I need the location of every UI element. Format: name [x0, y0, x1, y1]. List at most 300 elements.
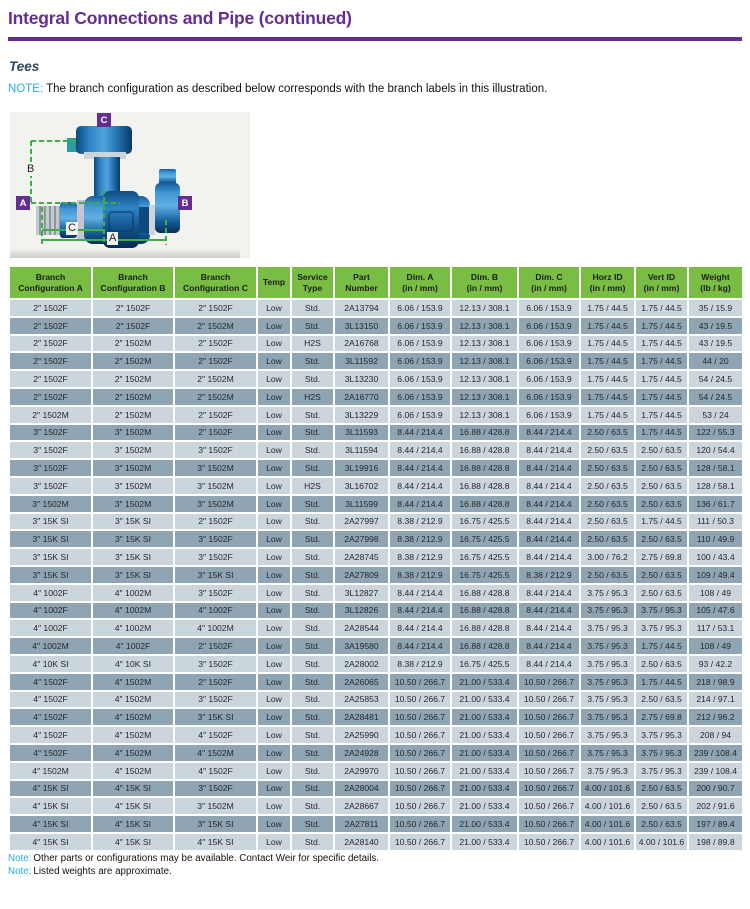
table-cell: 12.13 / 308.1 [451, 335, 518, 353]
table-cell: 8.44 / 214.4 [389, 602, 451, 620]
table-cell: 21.00 / 533.4 [451, 815, 518, 833]
table-cell: 2.50 / 63.5 [580, 441, 635, 459]
table-cell: Low [257, 602, 291, 620]
table-cell: 8.38 / 212.9 [518, 566, 580, 584]
table-cell: 2.50 / 63.5 [580, 495, 635, 513]
table-cell: 8.38 / 212.9 [389, 548, 451, 566]
table-cell: 16.88 / 428.8 [451, 619, 518, 637]
table-cell: 16.88 / 428.8 [451, 602, 518, 620]
table-cell: 8.44 / 214.4 [518, 602, 580, 620]
table-cell: 8.44 / 214.4 [518, 584, 580, 602]
table-cell: 21.00 / 533.4 [451, 744, 518, 762]
col-header-dim-c: Dim. C (in / mm) [518, 266, 580, 299]
table-cell: 10.50 / 266.7 [389, 797, 451, 815]
table-cell: 208 / 94 [688, 726, 743, 744]
table-cell: 16.88 / 428.8 [451, 459, 518, 477]
table-cell: 111 / 50.3 [688, 513, 743, 531]
table-cell: 2.50 / 63.5 [635, 495, 688, 513]
table-cell: 3″ 15K SI [9, 530, 92, 548]
table-cell: 10.50 / 266.7 [518, 726, 580, 744]
table-cell: 3.75 / 95.3 [580, 602, 635, 620]
table-cell: Low [257, 691, 291, 709]
table-cell: 8.44 / 214.4 [389, 441, 451, 459]
dim-letter-c: C [68, 222, 76, 234]
table-row [9, 762, 743, 780]
table-cell: Low [257, 708, 291, 726]
footnote-1-text: Other parts or configurations may be available. Contact Weir for specific details. [33, 853, 380, 864]
table-row [9, 513, 743, 531]
table-cell: Std. [291, 780, 334, 798]
table-cell: Std. [291, 441, 334, 459]
table-cell: 1.75 / 44.5 [580, 352, 635, 370]
table-cell: 4″ 1502M [92, 762, 174, 780]
table-cell: 4″ 15K SI [92, 815, 174, 833]
table-cell: 53 / 24 [688, 406, 743, 424]
table-cell: Low [257, 459, 291, 477]
table-cell: 3″ 1502F [9, 441, 92, 459]
table-cell: 2″ 1502F [174, 299, 257, 317]
table-cell: Std. [291, 513, 334, 531]
table-cell: 110 / 49.9 [688, 530, 743, 548]
table-cell: 120 / 54.4 [688, 441, 743, 459]
table-cell: 4″ 1002F [9, 619, 92, 637]
table-cell: 198 / 89.8 [688, 833, 743, 851]
table-cell: 3A19580 [334, 637, 389, 655]
table-cell: 2A28481 [334, 708, 389, 726]
table-row [9, 637, 743, 655]
table-cell: 3″ 1502M [174, 459, 257, 477]
table-cell: 3″ 1502F [9, 424, 92, 442]
table-cell: 2A27809 [334, 566, 389, 584]
table-cell: Std. [291, 655, 334, 673]
col-header-branch-config-a: Branch Configuration A [9, 266, 92, 299]
table-cell: 6.06 / 153.9 [389, 299, 451, 317]
table-cell: 8.44 / 214.4 [518, 495, 580, 513]
table-cell: 8.44 / 214.4 [518, 424, 580, 442]
table-cell: 4″ 1002F [174, 602, 257, 620]
table-cell: 16.75 / 425.5 [451, 548, 518, 566]
table-cell: 16.75 / 425.5 [451, 513, 518, 531]
table-cell: 2″ 1502F [9, 317, 92, 335]
col-header-horz-id: Horz ID (in / mm) [580, 266, 635, 299]
table-cell: 54 / 24.5 [688, 388, 743, 406]
table-row [9, 477, 743, 495]
table-cell: 1.75 / 44.5 [580, 317, 635, 335]
table-cell: 3″ 15K SI [9, 566, 92, 584]
table-cell: 3L11594 [334, 441, 389, 459]
table-cell: 117 / 53.1 [688, 619, 743, 637]
table-cell: 12.13 / 308.1 [451, 317, 518, 335]
table-cell: 3″ 1502F [174, 584, 257, 602]
table-cell: Std. [291, 459, 334, 477]
table-cell: 2″ 1502F [9, 299, 92, 317]
table-cell: 3.75 / 95.3 [580, 655, 635, 673]
table-cell: 1.75 / 44.5 [635, 406, 688, 424]
table-cell: 3″ 1502M [9, 495, 92, 513]
table-cell: 2A27811 [334, 815, 389, 833]
table-cell: Low [257, 548, 291, 566]
table-cell: 4″ 15K SI [174, 833, 257, 851]
dim-letter-b: B [27, 163, 35, 175]
table-cell: Low [257, 762, 291, 780]
table-cell: 3″ 15K SI [92, 513, 174, 531]
table-cell: 4″ 15K SI [9, 815, 92, 833]
section-title: Tees [9, 59, 40, 74]
table-cell: 8.44 / 214.4 [518, 637, 580, 655]
table-cell: 1.75 / 44.5 [580, 299, 635, 317]
table-cell: 2.50 / 63.5 [635, 815, 688, 833]
table-cell: 4″ 15K SI [92, 833, 174, 851]
table-cell: Low [257, 352, 291, 370]
table-cell: 3″ 1502F [174, 441, 257, 459]
table-cell: 4″ 1502M [92, 744, 174, 762]
table-row [9, 584, 743, 602]
table-cell: 3.75 / 95.3 [580, 619, 635, 637]
table-cell: 122 / 55.3 [688, 424, 743, 442]
table-cell: 2″ 1502M [92, 352, 174, 370]
table-cell: 2″ 1502M [92, 370, 174, 388]
table-cell: 3″ 1502F [174, 655, 257, 673]
table-cell: Low [257, 477, 291, 495]
table-cell: 3″ 1502F [174, 691, 257, 709]
table-cell: 2″ 1502M [92, 406, 174, 424]
table-cell: 2A28004 [334, 780, 389, 798]
table-cell: 3″ 15K SI [9, 548, 92, 566]
table-cell: 3″ 1502F [174, 548, 257, 566]
table-cell: 4″ 15K SI [92, 797, 174, 815]
table-row [9, 406, 743, 424]
table-cell: 6.06 / 153.9 [389, 388, 451, 406]
table-cell: 3.75 / 95.3 [635, 744, 688, 762]
table-cell: 4″ 1502M [92, 673, 174, 691]
note-label: NOTE: [8, 83, 44, 95]
table-cell: 2A13794 [334, 299, 389, 317]
table-row [9, 744, 743, 762]
table-cell: 214 / 97.1 [688, 691, 743, 709]
table-cell: 2A28544 [334, 619, 389, 637]
table-cell: 3″ 15K SI [92, 566, 174, 584]
table-cell: 21.00 / 533.4 [451, 762, 518, 780]
table-cell: Std. [291, 370, 334, 388]
table-cell: H2S [291, 335, 334, 353]
table-cell: 8.44 / 214.4 [389, 477, 451, 495]
table-cell: 6.06 / 153.9 [518, 352, 580, 370]
table-cell: Low [257, 584, 291, 602]
table-cell: 2″ 1502F [9, 388, 92, 406]
table-cell: 3″ 1502M [174, 797, 257, 815]
table-cell: 3L19916 [334, 459, 389, 477]
table-cell: 2.50 / 63.5 [635, 780, 688, 798]
table-cell: 2″ 1502F [174, 352, 257, 370]
table-cell: 3″ 15K SI [174, 566, 257, 584]
table-cell: Std. [291, 548, 334, 566]
table-cell: 8.44 / 214.4 [518, 477, 580, 495]
table-cell: 2″ 1502M [174, 370, 257, 388]
footnotes [8, 853, 379, 878]
col-header-branch-config-b: Branch Configuration B [92, 266, 174, 299]
table-cell: 10.50 / 266.7 [518, 797, 580, 815]
table-cell: Std. [291, 833, 334, 851]
table-cell: 16.88 / 428.8 [451, 424, 518, 442]
table-row [9, 317, 743, 335]
table-cell: 212 / 96.2 [688, 708, 743, 726]
dim-letter-a: A [109, 232, 117, 244]
table-cell: 16.88 / 428.8 [451, 477, 518, 495]
parts-table [8, 265, 744, 852]
table-cell: 2.50 / 63.5 [635, 655, 688, 673]
port-label-c: C [97, 113, 111, 127]
table-cell: 8.38 / 212.9 [389, 513, 451, 531]
table-cell: 10.50 / 266.7 [518, 780, 580, 798]
table-cell: 3.75 / 95.3 [635, 602, 688, 620]
table-cell: Low [257, 780, 291, 798]
table-cell: 6.06 / 153.9 [518, 335, 580, 353]
table-cell: 8.44 / 214.4 [518, 513, 580, 531]
table-cell: 4″ 1502F [9, 691, 92, 709]
table-cell: 3L11592 [334, 352, 389, 370]
table-cell: 4″ 1502F [174, 726, 257, 744]
table-cell: H2S [291, 477, 334, 495]
table-cell: 8.44 / 214.4 [518, 548, 580, 566]
table-cell: 21.00 / 533.4 [451, 691, 518, 709]
table-cell: 2″ 1502F [9, 335, 92, 353]
table-row [9, 566, 743, 584]
table-cell: 21.00 / 533.4 [451, 708, 518, 726]
table-cell: 10.50 / 266.7 [389, 691, 451, 709]
table-row [9, 495, 743, 513]
table-row [9, 797, 743, 815]
table-cell: 8.44 / 214.4 [389, 637, 451, 655]
table-cell: Std. [291, 708, 334, 726]
col-header-branch-config-c: Branch Configuration C [174, 266, 257, 299]
table-cell: 4″ 1502F [9, 726, 92, 744]
table-cell: 10.50 / 266.7 [389, 833, 451, 851]
table-cell: 4″ 1502F [9, 673, 92, 691]
table-cell: 6.06 / 153.9 [389, 335, 451, 353]
table-cell: 12.13 / 308.1 [451, 388, 518, 406]
table-cell: 2.75 / 69.8 [635, 708, 688, 726]
table-cell: 2″ 1502F [92, 299, 174, 317]
table-cell: 3L12826 [334, 602, 389, 620]
table-cell: 2.50 / 63.5 [580, 424, 635, 442]
table-cell: Low [257, 655, 291, 673]
table-cell: 128 / 58.1 [688, 459, 743, 477]
table-cell: 2″ 1502F [174, 637, 257, 655]
table-row [9, 726, 743, 744]
table-row [9, 548, 743, 566]
table-cell: Low [257, 370, 291, 388]
table-cell: 16.75 / 425.5 [451, 566, 518, 584]
table-cell: 6.06 / 153.9 [518, 388, 580, 406]
table-cell: 3″ 1502M [92, 424, 174, 442]
table-cell: 3″ 15K SI [92, 530, 174, 548]
table-cell: 10.50 / 266.7 [389, 744, 451, 762]
table-cell: Std. [291, 815, 334, 833]
table-cell: 3.75 / 95.3 [635, 619, 688, 637]
col-header-dim-a: Dim. A (in / mm) [389, 266, 451, 299]
table-cell: 3.00 / 76.2 [580, 548, 635, 566]
table-row [9, 602, 743, 620]
tee-illustration [10, 112, 250, 258]
table-cell: 10.50 / 266.7 [389, 780, 451, 798]
table-cell: 109 / 49.4 [688, 566, 743, 584]
table-row [9, 530, 743, 548]
table-cell: 43 / 19.5 [688, 335, 743, 353]
table-cell: 8.44 / 214.4 [518, 619, 580, 637]
table-cell: 4.00 / 101.6 [580, 833, 635, 851]
table-cell: Std. [291, 797, 334, 815]
table-row [9, 691, 743, 709]
col-header-temp: Temp [257, 266, 291, 299]
table-cell: 4″ 1502M [92, 691, 174, 709]
table-cell: 2.50 / 63.5 [580, 513, 635, 531]
table-cell: 128 / 58.1 [688, 477, 743, 495]
table-cell: 3″ 1502M [174, 477, 257, 495]
table-cell: Std. [291, 584, 334, 602]
table-cell: 239 / 108.4 [688, 762, 743, 780]
table-cell: 2A25990 [334, 726, 389, 744]
table-row [9, 370, 743, 388]
table-cell: 2.50 / 63.5 [635, 530, 688, 548]
title-divider [8, 37, 742, 41]
table-cell: Std. [291, 406, 334, 424]
table-cell: 2A25853 [334, 691, 389, 709]
table-cell: Low [257, 726, 291, 744]
table-cell: Std. [291, 424, 334, 442]
table-cell: 3.75 / 95.3 [580, 637, 635, 655]
table-row [9, 388, 743, 406]
table-cell: 35 / 15.9 [688, 299, 743, 317]
table-cell: 3.75 / 95.3 [580, 673, 635, 691]
table-cell: 1.75 / 44.5 [635, 317, 688, 335]
table-cell: 4.00 / 101.6 [635, 833, 688, 851]
table-cell: 2.50 / 63.5 [635, 797, 688, 815]
table-cell: 3.75 / 95.3 [580, 584, 635, 602]
table-row [9, 352, 743, 370]
table-cell: 10.50 / 266.7 [518, 708, 580, 726]
table-cell: 8.44 / 214.4 [518, 441, 580, 459]
table-cell: Low [257, 566, 291, 584]
table-cell: Std. [291, 566, 334, 584]
table-cell: 2.50 / 63.5 [580, 477, 635, 495]
table-cell: 2A28140 [334, 833, 389, 851]
table-cell: 197 / 89.4 [688, 815, 743, 833]
table-cell: 21.00 / 533.4 [451, 797, 518, 815]
table-cell: Std. [291, 602, 334, 620]
table-cell: 21.00 / 533.4 [451, 780, 518, 798]
table-cell: 2A28002 [334, 655, 389, 673]
table-cell: 3L11593 [334, 424, 389, 442]
illustration-shadow [10, 250, 240, 258]
table-cell: 10.50 / 266.7 [518, 833, 580, 851]
table-cell: 10.50 / 266.7 [518, 673, 580, 691]
table-cell: 2A28667 [334, 797, 389, 815]
table-cell: 2A16770 [334, 388, 389, 406]
table-cell: Low [257, 637, 291, 655]
flange-end [155, 183, 180, 233]
table-cell: 10.50 / 266.7 [389, 708, 451, 726]
table-cell: Low [257, 495, 291, 513]
table-cell: 3″ 15K SI [9, 513, 92, 531]
table-cell: 21.00 / 533.4 [451, 833, 518, 851]
table-cell: Low [257, 441, 291, 459]
table-row [9, 424, 743, 442]
table-cell: 3L13150 [334, 317, 389, 335]
table-cell: 2.50 / 63.5 [580, 459, 635, 477]
table-row [9, 780, 743, 798]
table-cell: 8.44 / 214.4 [389, 619, 451, 637]
table-cell: 2A29970 [334, 762, 389, 780]
port-label-a: A [16, 196, 30, 210]
table-cell: 1.75 / 44.5 [635, 299, 688, 317]
table-cell: 100 / 43.4 [688, 548, 743, 566]
table-cell: 2A27998 [334, 530, 389, 548]
table-cell: 4″ 1002M [92, 584, 174, 602]
page-title: Integral Connections and Pipe (continued) [8, 8, 352, 28]
table-cell: Std. [291, 673, 334, 691]
table-cell: 1.75 / 44.5 [635, 352, 688, 370]
table-cell: 3″ 1502M [92, 495, 174, 513]
table-cell: 4″ 15K SI [9, 797, 92, 815]
footnote-1 [8, 853, 379, 866]
table-row [9, 815, 743, 833]
col-header-part-number: Part Number [334, 266, 389, 299]
table-cell: 3″ 1502M [92, 459, 174, 477]
table-cell: 2.50 / 63.5 [635, 441, 688, 459]
table-row [9, 441, 743, 459]
col-header-weight: Weight (lb / kg) [688, 266, 743, 299]
table-cell: 239 / 108.4 [688, 744, 743, 762]
table-cell: 16.88 / 428.8 [451, 637, 518, 655]
footnote-2-text: Listed weights are approximate. [33, 865, 172, 877]
table-row [9, 299, 743, 317]
intro-note [8, 83, 547, 95]
table-cell: 4″ 1002M [174, 619, 257, 637]
table-cell: 3.75 / 95.3 [635, 762, 688, 780]
table-cell: 1.75 / 44.5 [635, 637, 688, 655]
table-cell: 10.50 / 266.7 [389, 673, 451, 691]
table-cell: 8.44 / 214.4 [518, 459, 580, 477]
table-row [9, 673, 743, 691]
table-cell: 2″ 1502F [174, 513, 257, 531]
table-cell: 4″ 10K SI [9, 655, 92, 673]
table-row [9, 335, 743, 353]
table-cell: 2A26065 [334, 673, 389, 691]
col-header-vert-id: Vert ID (in / mm) [635, 266, 688, 299]
table-cell: 6.06 / 153.9 [518, 370, 580, 388]
table-cell: Low [257, 424, 291, 442]
table-cell: 2″ 1502F [9, 370, 92, 388]
table-cell: 3″ 1502M [174, 495, 257, 513]
table-cell: Low [257, 833, 291, 851]
table-cell: 8.44 / 214.4 [389, 424, 451, 442]
table-cell: 6.06 / 153.9 [389, 317, 451, 335]
table-cell: 10.50 / 266.7 [518, 691, 580, 709]
table-cell: 108 / 49 [688, 637, 743, 655]
table-cell: Std. [291, 299, 334, 317]
table-cell: Std. [291, 691, 334, 709]
table-cell: Low [257, 815, 291, 833]
table-cell: 4″ 15K SI [9, 833, 92, 851]
top-cap [76, 126, 132, 154]
table-cell: 10.50 / 266.7 [389, 762, 451, 780]
table-cell: 3.75 / 95.3 [580, 708, 635, 726]
footnote-2 [8, 866, 379, 879]
table-cell: 2″ 1502F [174, 424, 257, 442]
table-cell: 4″ 10K SI [92, 655, 174, 673]
table-cell: 3″ 1502F [9, 459, 92, 477]
table-cell: 136 / 61.7 [688, 495, 743, 513]
